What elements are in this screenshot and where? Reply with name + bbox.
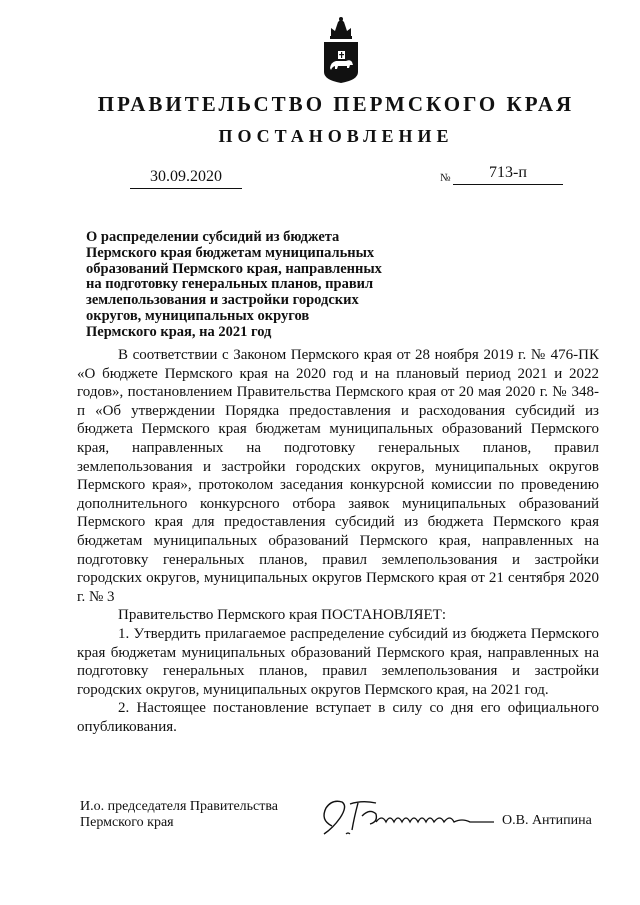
document-body (77, 346, 599, 736)
signatory-position-line: И.о. председателя Правительства (80, 799, 279, 814)
subject-line: Пермского края, на 2021 год (86, 323, 272, 340)
signatory-position (80, 799, 278, 831)
item-2-paragraph: 2. Настоящее постановление вступает в силу со дня его официального опубликования. (77, 700, 599, 735)
preamble-paragraph: В соответствии с Законом Пермского края от 28 ноября 2019 г. № 476-ПК «О бюджете Пермского края на 2020 год и на плановый период 2021 и 2022 годов», постановлением Правительства Пермского края от 20 мая 2020 г. № 348-п «Об утверждении Порядка предоставления и расходования субсидий из бюджета Пермского края бюджетам муниципальных образований Пермского края, направленных на подготовку генеральных планов, правил землепользования и застройки городских округов, муниципальных округов Пермского края», протоколом заседания конкурсной комиссии по проведению дополнительного конкурсного отбора заявок муниципальных образований Пермского края для предоставления субсидий из бюджета Пермского края бюджетам муниципальных образований Пермского края, направленных на подготовку генеральных планов, правил землепользования и застройки городских округов, муниципальных округов Пермского края от 21 сентября 2020 г. № 3 (77, 347, 599, 605)
signatory-name: О.В. Антипина (502, 813, 592, 828)
subject-line: О распределении субсидий из бюджета (86, 229, 340, 245)
government-title: ПРАВИТЕЛЬСТВО ПЕРМСКОГО КРАЯ (97, 92, 575, 116)
subject-line: Пермского края бюджетам муниципальных (86, 244, 375, 261)
subject-line: образований Пермского края, направленных (86, 260, 382, 277)
document-date: 30.09.2020 (130, 168, 242, 189)
handwritten-signature (318, 796, 504, 840)
perm-krai-coat-of-arms-icon (322, 16, 360, 84)
subject-line: на подготовку генеральных планов, правил (86, 276, 374, 293)
number-sign: № (440, 172, 451, 184)
resolution-paragraph: Правительство Пермского края ПОСТАНОВЛЯЕТ: (118, 607, 447, 624)
document-number: 713-п (453, 164, 563, 185)
signatory-position-line: Пермского края (80, 814, 174, 830)
document-subject (86, 230, 416, 341)
subject-line: землепользования и застройки городских (86, 292, 359, 309)
item-1-paragraph: 1. Утвердить прилагаемое распределение субсидий из бюджета Пермского края бюджетам муниципальных образований Пермского края, направленных на подготовку генеральных планов, правил землепользования и застройки городских округов, муниципальных округов Пермского края, на 2021 год. (77, 625, 599, 698)
document-type: ПОСТАНОВЛЕНИЕ (218, 126, 454, 146)
subject-line: округов, муниципальных округов (86, 307, 310, 324)
